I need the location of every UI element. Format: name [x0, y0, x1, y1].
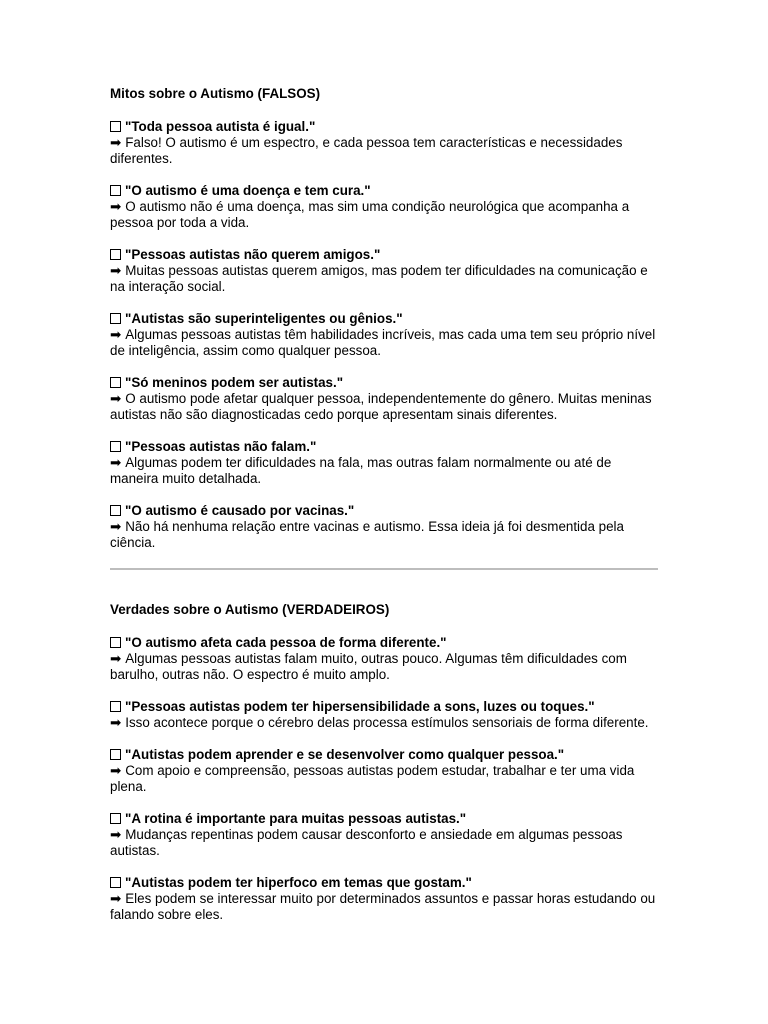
myth-title-text: "O autismo é causado por vacinas." [125, 503, 355, 518]
checkbox-glyph-icon [110, 441, 121, 452]
truth-text: Mudanças repentinas podem causar desconforto e ansiedade em algumas pessoas autistas. [110, 827, 623, 858]
checkbox-glyph-icon [110, 505, 121, 516]
truth-text: Eles podem se interessar muito por determinados assuntos e passar horas estudando ou falando sobre eles. [110, 891, 656, 922]
myth-item [110, 247, 658, 295]
myth-item [110, 503, 658, 551]
myth-text: O autismo pode afetar qualquer pessoa, independentemente do gênero. Muitas meninas autistas não são diagnosticadas cedo porque apresentam sinais diferentes. [110, 391, 652, 422]
truth-item [110, 875, 658, 923]
myths-heading: Mitos sobre o Autismo (FALSOS) [110, 86, 321, 101]
truth-item [110, 811, 658, 859]
arrow-right-icon: ➡ [110, 391, 122, 406]
checkbox-glyph-icon [110, 121, 121, 132]
truth-title-text: "Pessoas autistas podem ter hipersensibilidade a sons, luzes ou toques." [125, 699, 595, 714]
truth-item [110, 699, 658, 731]
arrow-right-icon: ➡ [110, 135, 122, 150]
myth-item [110, 439, 658, 487]
arrow-right-icon: ➡ [110, 715, 122, 730]
truth-title [110, 747, 658, 763]
myth-item [110, 375, 658, 423]
truth-title [110, 699, 658, 715]
truth-item [110, 635, 658, 683]
truth-title-text: "A rotina é importante para muitas pessoas autistas." [125, 811, 467, 826]
myth-title-text: "Pessoas autistas não querem amigos." [125, 247, 381, 262]
myth-item [110, 311, 658, 359]
myth-text: Algumas podem ter dificuldades na fala, mas outras falam normalmente ou até de maneira muito detalhada. [110, 455, 612, 486]
truth-text: Isso acontece porque o cérebro delas processa estímulos sensoriais de forma diferente. [125, 715, 649, 730]
arrow-right-icon: ➡ [110, 263, 122, 278]
truth-item [110, 747, 658, 795]
myth-text: Não há nenhuma relação entre vacinas e autismo. Essa ideia já foi desmentida pela ciência. [110, 519, 624, 550]
truth-title-text: "O autismo afeta cada pessoa de forma diferente." [125, 635, 447, 650]
myth-title [110, 439, 658, 455]
arrow-right-icon: ➡ [110, 651, 122, 666]
arrow-right-icon: ➡ [110, 827, 122, 842]
myth-title-text: "Pessoas autistas não falam." [125, 439, 317, 454]
truth-title [110, 875, 658, 891]
checkbox-glyph-icon [110, 877, 121, 888]
myth-title-text: "Toda pessoa autista é igual." [125, 119, 316, 134]
truth-title-text: "Autistas podem aprender e se desenvolver como qualquer pessoa." [125, 747, 565, 762]
truth-title [110, 635, 658, 651]
checkbox-glyph-icon [110, 637, 121, 648]
myth-title [110, 311, 658, 327]
truth-text: Algumas pessoas autistas falam muito, outras pouco. Algumas têm dificuldades com barulho, outras não. O espectro é muito amplo. [110, 651, 627, 682]
myth-text: O autismo não é uma doença, mas sim uma condição neurológica que acompanha a pessoa por toda a vida. [110, 199, 630, 230]
section-divider [110, 568, 658, 570]
arrow-right-icon: ➡ [110, 519, 122, 534]
document-page [110, 86, 658, 939]
myth-text: Falso! O autismo é um espectro, e cada pessoa tem características e necessidades diferentes. [110, 135, 623, 166]
myth-title [110, 119, 658, 135]
checkbox-glyph-icon [110, 249, 121, 260]
checkbox-glyph-icon [110, 813, 121, 824]
arrow-right-icon: ➡ [110, 763, 122, 778]
truth-text: Com apoio e compreensão, pessoas autistas podem estudar, trabalhar e ter uma vida plena. [110, 763, 635, 794]
arrow-right-icon: ➡ [110, 455, 122, 470]
truths-heading: Verdades sobre o Autismo (VERDADEIROS) [110, 602, 390, 617]
checkbox-glyph-icon [110, 185, 121, 196]
myth-text: Algumas pessoas autistas têm habilidades incríveis, mas cada uma tem seu próprio nível de inteligência, assim como qualquer pessoa. [110, 327, 656, 358]
myth-item [110, 119, 658, 167]
arrow-right-icon: ➡ [110, 199, 122, 214]
truth-title [110, 811, 658, 827]
myths-section [110, 86, 658, 551]
myth-title [110, 247, 658, 263]
truth-title-text: "Autistas podem ter hiperfoco em temas que gostam." [125, 875, 472, 890]
checkbox-glyph-icon [110, 749, 121, 760]
arrow-right-icon: ➡ [110, 327, 122, 342]
checkbox-glyph-icon [110, 377, 121, 388]
myth-title-text: "Só meninos podem ser autistas." [125, 375, 344, 390]
myth-title-text: "Autistas são superinteligentes ou gênios." [125, 311, 403, 326]
myth-text: Muitas pessoas autistas querem amigos, mas podem ter dificuldades na comunicação e na interação social. [110, 263, 648, 294]
myth-title [110, 183, 658, 199]
myth-title-text: "O autismo é uma doença e tem cura." [125, 183, 371, 198]
checkbox-glyph-icon [110, 701, 121, 712]
myth-title [110, 503, 658, 519]
arrow-right-icon: ➡ [110, 891, 122, 906]
myth-item [110, 183, 658, 231]
truths-section [110, 602, 658, 923]
myth-title [110, 375, 658, 391]
checkbox-glyph-icon [110, 313, 121, 324]
